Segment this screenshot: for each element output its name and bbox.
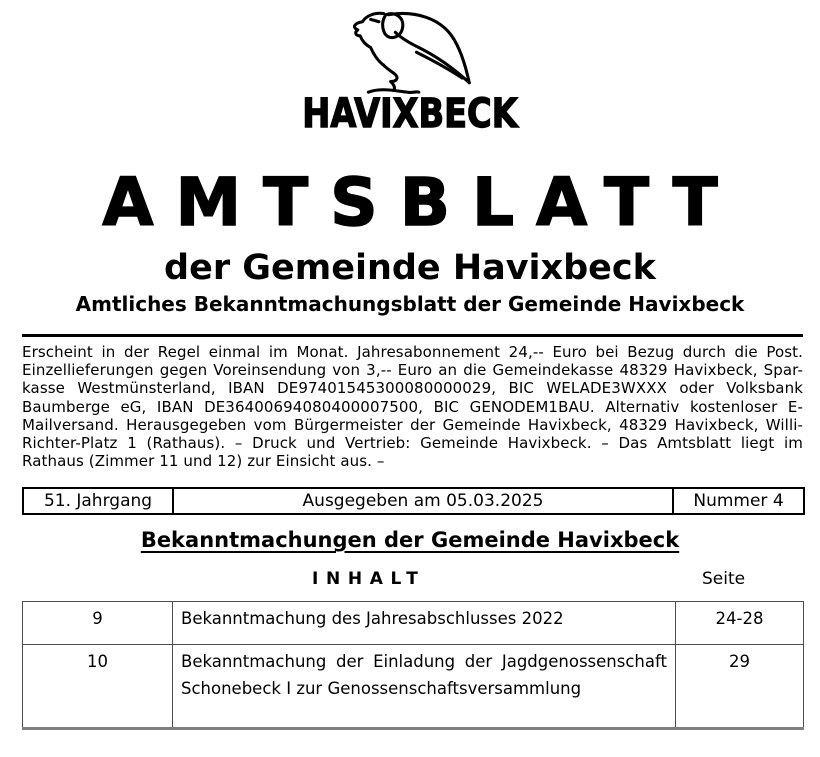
- entry-pages-cell: 29: [676, 645, 804, 729]
- issue-bar-row: [23, 488, 804, 514]
- entry-title-cell: Bekanntmachung der Einladung der Jagdgenossenschaft Schonebeck I zur Genossenschaftsversammlung: [173, 645, 676, 729]
- imprint-line: Richter-Platz 1 (Rathaus). – Druck und Vertrieb: Gemeinde Havixbeck. – Das Amtsblatt liegt im: [22, 434, 803, 453]
- gazette-title: AMTSBLATT: [102, 164, 740, 241]
- issue-number-cell: Nummer 4: [673, 488, 804, 514]
- imprint-paragraph: [22, 343, 803, 470]
- imprint-line: Erscheint in der Regel einmal im Monat. Jahresabonnement 24,-- Euro bei Bezug durch die Post.: [22, 343, 803, 361]
- issue-bar-table: [22, 487, 805, 515]
- logo-wordmark: HAVIXBECK: [302, 91, 518, 137]
- contents-row: [23, 602, 804, 645]
- entry-number-cell: 9: [23, 602, 173, 645]
- issue-volume-cell: 51. Jahrgang: [23, 488, 173, 514]
- imprint-line: Mailversand. Herausgegeben vom Bürgermeister der Gemeinde Havixbeck, 48329 Havixbeck, Willi-: [22, 415, 803, 434]
- entry-number-cell: 10: [23, 645, 173, 729]
- contents-header: [0, 569, 820, 593]
- imprint-line: Einzellieferungen gegen Voreinsendung von 3,-- Euro an die Gemeindekasse 48329 Havixbeck, Spar-: [22, 361, 803, 380]
- contents-table: [22, 601, 804, 730]
- issue-date-cell: Ausgegeben am 05.03.2025: [173, 488, 673, 514]
- municipality-logo: [0, 10, 820, 137]
- imprint-line: Baumberge eG, IBAN DE36400694080400007500, BIC GENODEM1BAU. Alternativ kostenloser E-: [22, 397, 803, 416]
- imprint-line: Rathaus (Zimmer 11 und 12) zur Einsicht aus. –: [22, 452, 385, 471]
- page-column-label: Seite: [702, 569, 746, 589]
- entry-pages-cell: 24-28: [676, 602, 804, 645]
- entry-title-cell: Bekanntmachung des Jahresabschlusses 2022: [173, 602, 676, 645]
- gazette-subtitle: der Gemeinde Havixbeck: [164, 248, 656, 288]
- section-heading: Bekanntmachungen der Gemeinde Havixbeck: [140, 528, 680, 552]
- masthead-divider-rule: [22, 334, 803, 337]
- contents-label: INHALT: [312, 569, 426, 589]
- falcon-icon: [348, 10, 472, 98]
- contents-row: [23, 645, 804, 729]
- imprint-line: kasse Westmünsterland, IBAN DE97401545300080000029, BIC WELADE3WXXX oder Volksbank: [22, 379, 803, 398]
- gazette-tagline: Amtliches Bekanntmachungsblatt der Gemeinde Havixbeck: [75, 292, 745, 316]
